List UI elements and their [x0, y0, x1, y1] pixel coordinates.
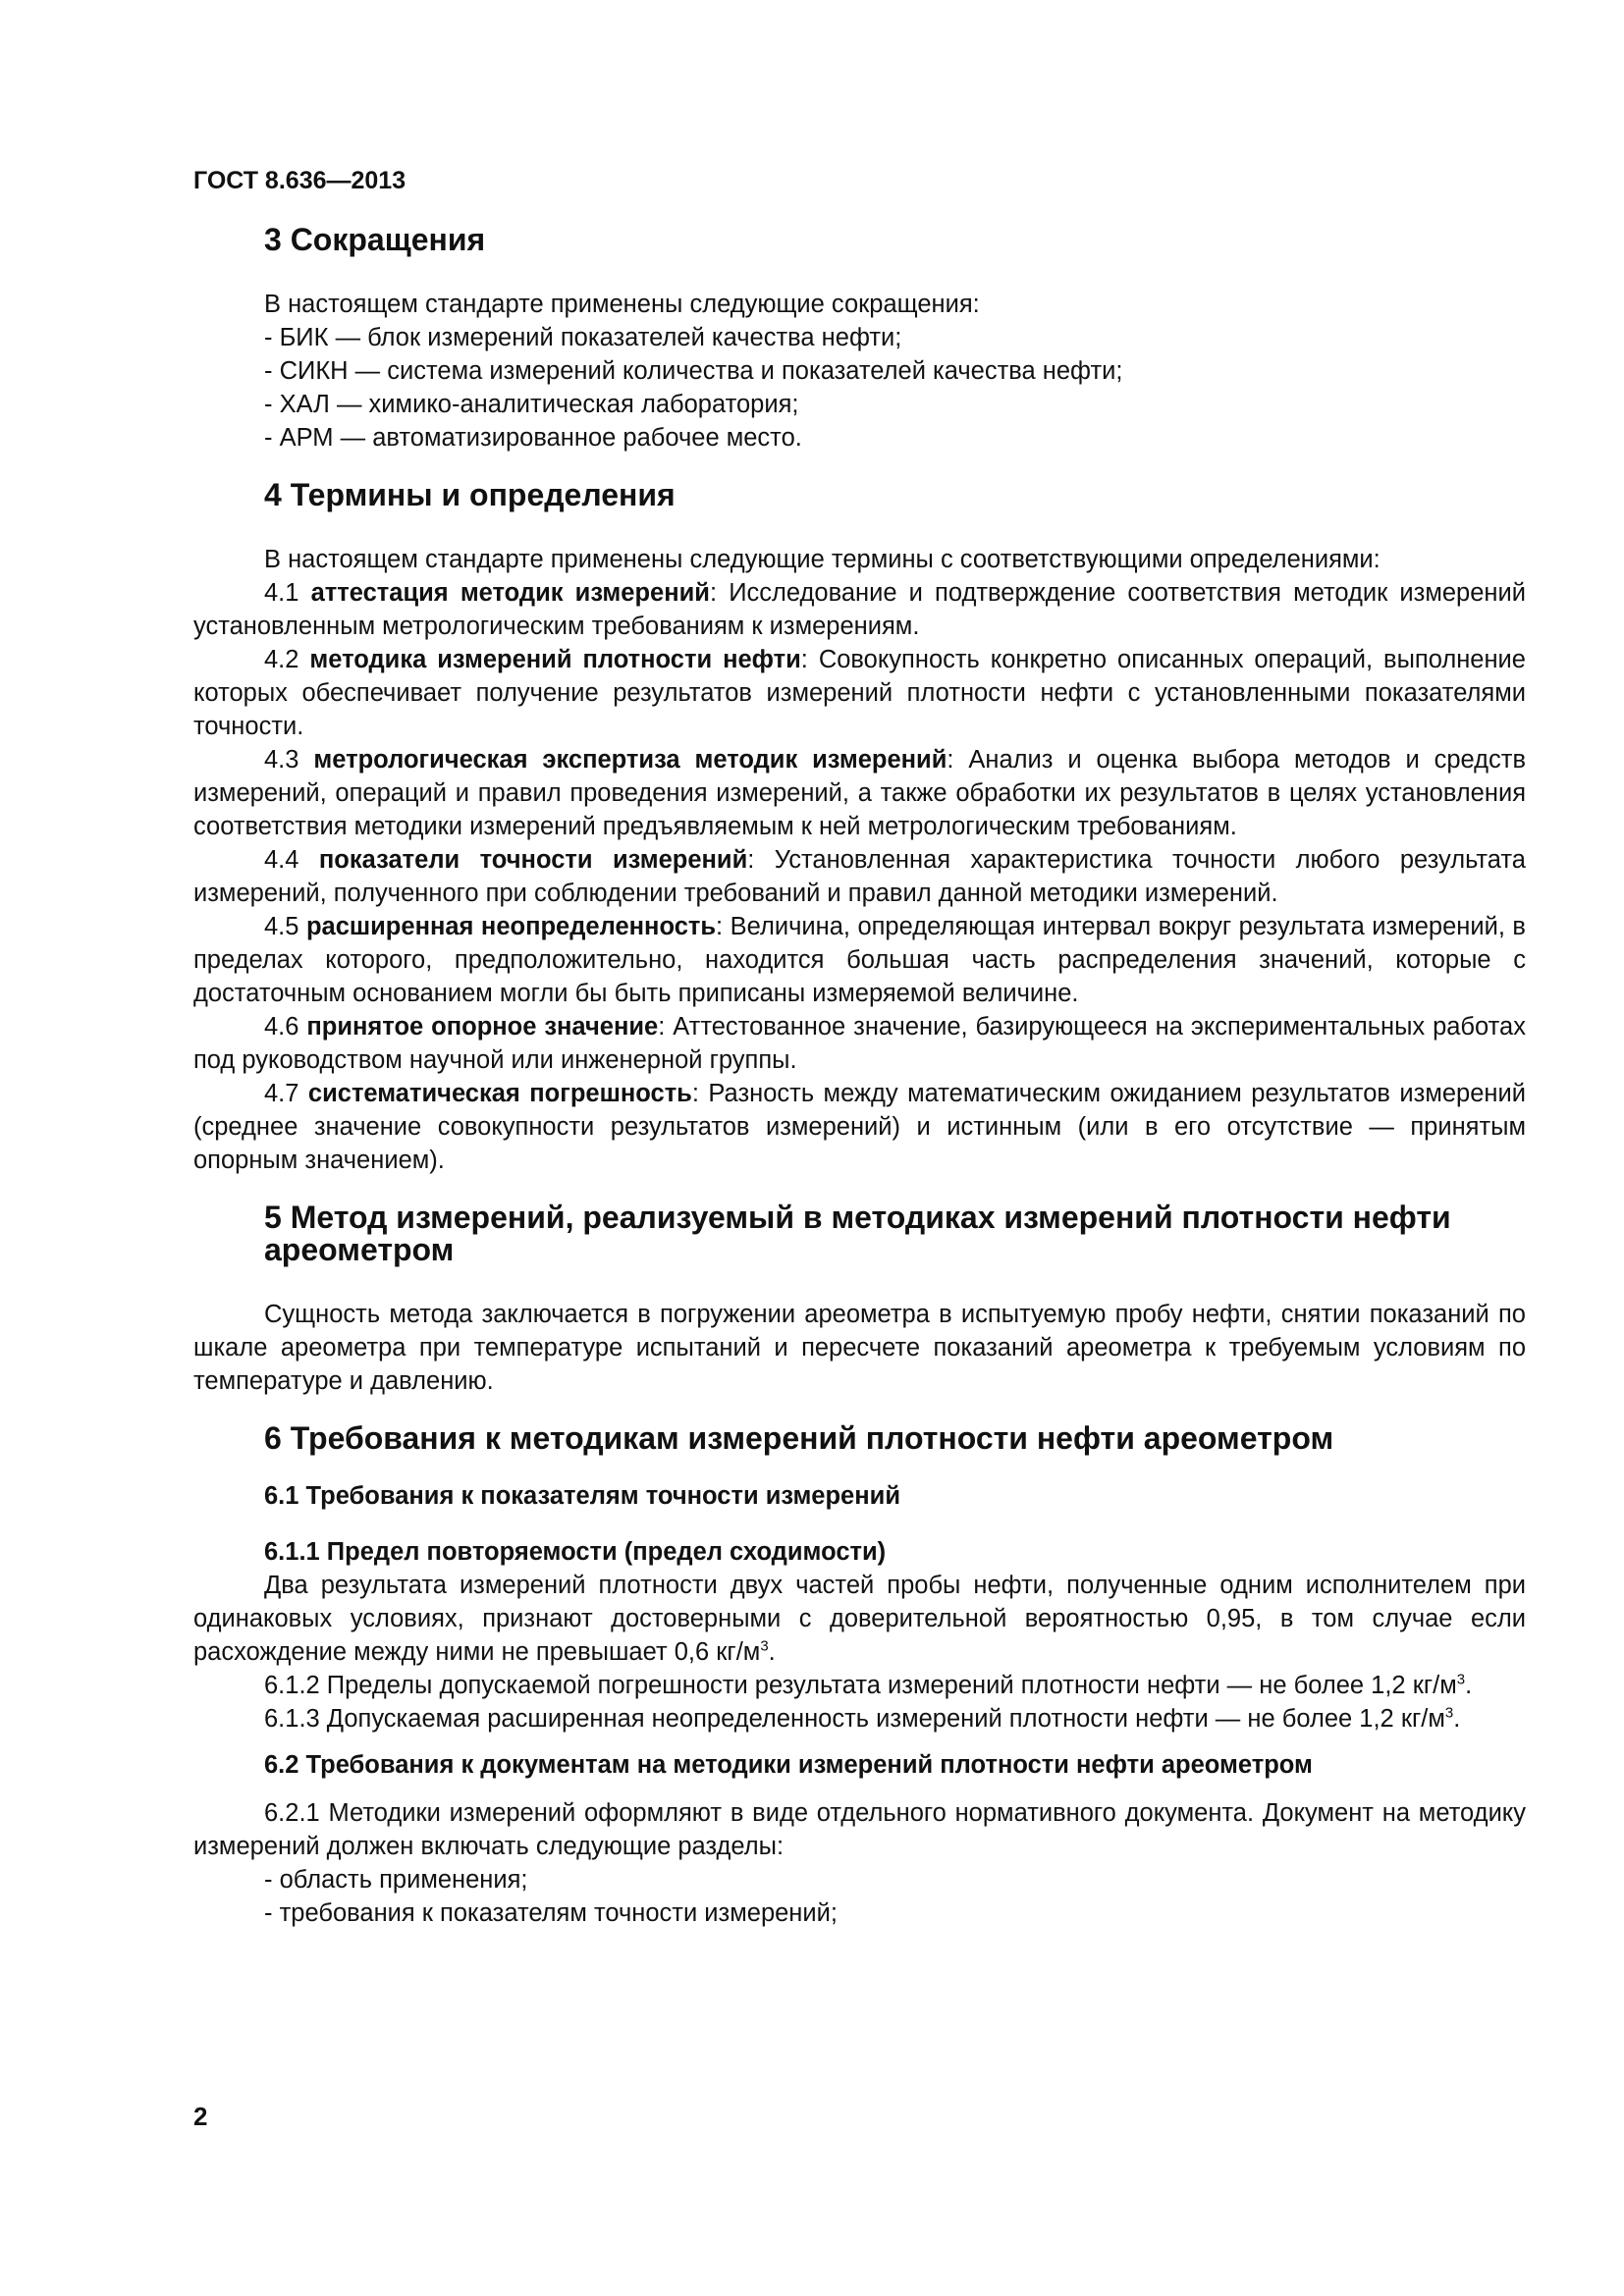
- term: принятое опорное значение: [306, 1013, 659, 1041]
- section-title: 5 Метод измерений, реализуемый в методиках измерений плотности нефти ареометром: [264, 1200, 1451, 1267]
- term: расширенная неопределенность: [305, 913, 717, 940]
- list-item: - СИКН — система измерений количества и показателей качества нефти;: [264, 357, 1123, 385]
- document-id: ГОСТ 8.636—2013: [193, 167, 406, 194]
- term-definition: [193, 743, 1526, 843]
- section-title: 6 Требования к методикам измерений плотности нефти ареометром: [264, 1420, 1334, 1456]
- term-definition: [193, 576, 1526, 643]
- section-body: Сущность метода заключается в погружении ареометра в испытуемую пробу нефти, снятии показаний по шкале ареометра при температуре испытаний и пересчете показаний ареометра к требуемым условиям по температуре и давлению.: [193, 1301, 1526, 1395]
- section-5: [193, 1201, 1526, 1398]
- paragraph: [193, 1569, 1526, 1669]
- term: систематическая погрешность: [307, 1080, 692, 1107]
- term-definition: [193, 643, 1526, 743]
- subsection-title: 6.1 Требования к показателям точности измерений: [264, 1482, 900, 1510]
- section-4: [193, 479, 1526, 1177]
- definition: : Аттестованное значение, базирующееся на экспериментальных работах под руководством научной или инженерной группы.: [193, 1013, 1526, 1074]
- term: аттестация методик измерений: [310, 579, 710, 607]
- superscript: 3: [1444, 1704, 1454, 1722]
- paragraph: 6.2.1 Методики измерений оформляют в виде отдельного нормативного документа. Документ на методику измерений должен включать следующие разделы:: [193, 1799, 1526, 1860]
- term-number: 4.6: [264, 1013, 299, 1041]
- section-intro: В настоящем стандарте применены следующие термины с соответствующими определениями:: [264, 546, 1380, 573]
- definition: : Исследование и подтверждение соответствия методик измерений установленным метрологическим требованиям к измерениям.: [193, 579, 1526, 640]
- paragraph: [193, 1669, 1526, 1702]
- paragraph-text: 6.1.2 Пределы допускаемой погрешности результата измерений плотности нефти — не более 1,2 кг/м: [264, 1672, 1457, 1699]
- list-item: - требования к показателям точности измерений;: [264, 1899, 838, 1927]
- page-content: [193, 224, 1526, 1930]
- term-number: 4.7: [264, 1080, 299, 1107]
- definition: : Разность между математическим ожиданием результатов измерений (среднее значение совокупности результатов измерений) и истинным (или в его отсутствие — принятым опорным значением).: [193, 1080, 1526, 1174]
- term: методика измерений плотности нефти: [309, 646, 801, 673]
- section-3: [193, 224, 1526, 454]
- term-number: 4.4: [264, 846, 299, 874]
- paragraph-text: 6.1.3 Допускаемая расширенная неопределенность измерений плотности нефти — не более 1,2 кг/м: [264, 1705, 1445, 1733]
- list-item: - ХАЛ — химико-аналитическая лаборатория;: [264, 391, 799, 418]
- paragraph-text: Два результата измерений плотности двух частей пробы нефти, полученные одним исполнителем при одинаковых условиях, признают достоверными с доверительной вероятностью 0,95, в том случае если расхождение между ними не превышает 0,6 кг/м: [193, 1572, 1526, 1666]
- subsection-title: 6.2 Требования к документам на методики измерений плотности нефти ареометром: [264, 1751, 1313, 1779]
- term-definition: [193, 1077, 1526, 1177]
- term-number: 4.5: [264, 913, 299, 940]
- period: .: [768, 1638, 776, 1666]
- paragraph-title: 6.1.1 Предел повторяемости (предел сходимости): [264, 1538, 887, 1566]
- definition: : Величина, определяющая интервал вокруг результата измерений, в пределах которого, предположительно, находится большая часть распределения значений, которые с достаточным основанием могли бы быть приписаны измеряемой величине.: [193, 913, 1526, 1007]
- definition: : Анализ и оценка выбора методов и средств измерений, операций и правил проведения измерений, а также обработки их результатов в целях установления соответствия методики измерений предъявляемым к ней метрологическим требованиям.: [193, 746, 1527, 840]
- term: метрологическая экспертиза методик измерений: [313, 746, 947, 774]
- term-number: 4.3: [264, 746, 299, 774]
- definition: : Установленная характеристика точности любого результата измерений, полученного при соблюдении требований и правил данной методики измерений.: [193, 846, 1526, 907]
- superscript: 3: [760, 1637, 769, 1655]
- section-title: 3 Сокращения: [264, 222, 486, 257]
- term-number: 4.1: [264, 579, 299, 607]
- term: показатели точности измерений: [318, 846, 748, 874]
- period: .: [1465, 1672, 1473, 1699]
- list-item: - БИК — блок измерений показателей качества нефти;: [264, 324, 902, 351]
- term-definition: [193, 910, 1526, 1010]
- section-title: 4 Термины и определения: [264, 477, 676, 512]
- term-definition: [193, 843, 1526, 910]
- period: .: [1453, 1705, 1461, 1733]
- term-number: 4.2: [264, 646, 299, 673]
- section-6: [193, 1422, 1526, 1930]
- list-item: - область применения;: [264, 1866, 528, 1894]
- list-item: - АРМ — автоматизированное рабочее место.: [264, 424, 802, 452]
- term-definition: [193, 1010, 1526, 1077]
- page-number: 2: [193, 2102, 208, 2131]
- section-intro: В настоящем стандарте применены следующие сокращения:: [264, 291, 980, 318]
- superscript: 3: [1456, 1671, 1466, 1688]
- definition: : Совокупность конкретно описанных операций, выполнение которых обеспечивает получение результатов измерений плотности нефти с установленными показателями точности.: [193, 646, 1526, 740]
- paragraph: [193, 1702, 1526, 1735]
